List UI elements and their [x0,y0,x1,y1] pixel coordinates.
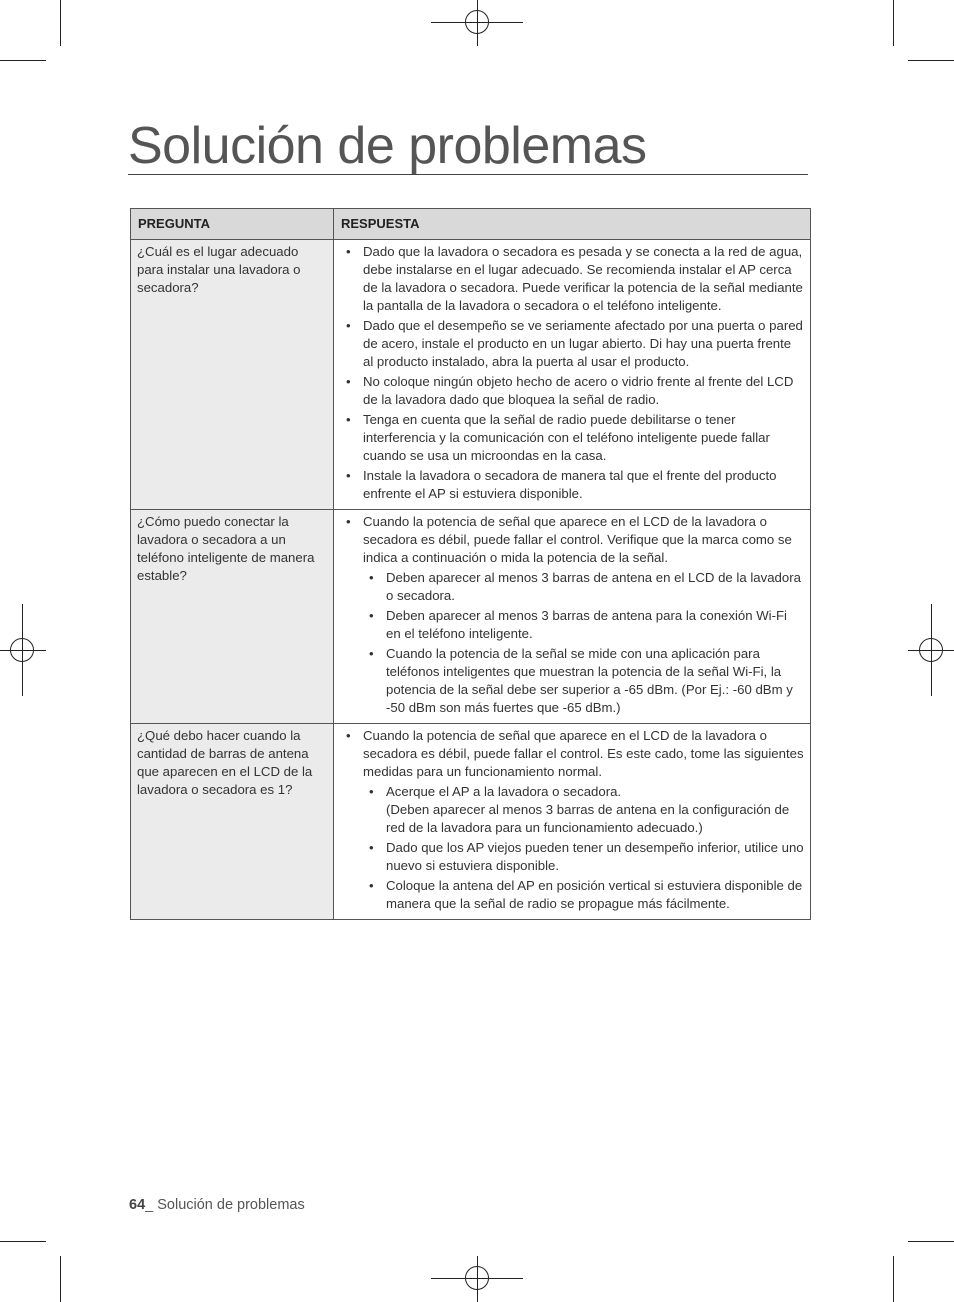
list-item: • No coloque ningún objeto hecho de acero o vidrio frente al frente del LCD de la lavadora dado que bloquea la señal de radio. [340,373,804,409]
crop-mark [0,1241,46,1242]
crop-mark [60,1256,61,1302]
crop-mark [908,60,954,61]
page-number: 64 [129,1197,146,1213]
column-header-question: PREGUNTA [131,209,334,240]
registration-circle-icon [10,638,34,662]
list-item [340,727,804,913]
sub-list-item [363,783,804,837]
footer-separator: _ [145,1197,158,1213]
crop-mark [908,1241,954,1242]
crop-mark [0,60,46,61]
registration-circle-icon [465,1266,489,1290]
crop-mark [60,0,61,46]
question-cell: ¿Cuál es el lugar adecuado para instalar una lavadora o secadora? [131,240,334,510]
registration-circle-icon [465,10,489,34]
list-item: • Instale la lavadora o secadora de manera tal que el frente del producto enfrente el AP si estuviera disponible. [340,467,804,503]
table-row [131,724,811,920]
answer-cell [334,240,811,510]
registration-circle-icon [919,638,943,662]
answer-list [340,243,804,503]
sub-list-item: • Coloque la antena del AP en posición vertical si estuviera disponible de manera que la señal de radio se propague más fácilmente. [363,877,804,913]
page-title-text: Solución de problemas [128,117,647,175]
list-item-text: Cuando la potencia de señal que aparece en el LCD de la lavadora o secadora es débil, puede fallar el control. Verifique que la marca como se indica a continuación o mida la potencia de la señal. [363,514,792,565]
table-header-row [131,209,811,240]
sub-answer-list [363,783,804,913]
sub-list-item: • Deben aparecer al menos 3 barras de antena en el LCD de la lavadora o secadora. [363,569,804,605]
answer-cell [334,510,811,724]
sub-list-item-note: (Deben aparecer al menos 3 barras de antena en la configuración de red de la lavadora para un funcionamiento adecuado.) [386,802,790,835]
sub-list-item: • Dado que los AP viejos pueden tener un desempeño inferior, utilice uno nuevo si estuviera disponible. [363,839,804,875]
crop-mark [893,1256,894,1302]
answer-list [340,513,804,717]
list-item [340,513,804,717]
sub-list-item: • Deben aparecer al menos 3 barras de antena para la conexión Wi-Fi en el teléfono inteligente. [363,607,804,643]
question-cell: ¿Cómo puedo conectar la lavadora o secadora a un teléfono inteligente de manera estable? [131,510,334,724]
footer-section-name: Solución de problemas [157,1197,305,1213]
list-item: • Dado que el desempeño se ve seriamente afectado por una puerta o pared de acero, instale el producto en un lugar abierto. Di hay una puerta frente al producto instalado, abra la puerta al usar el producto. [340,317,804,371]
sub-answer-list [363,569,804,717]
answer-list [340,727,804,913]
crop-mark [893,0,894,46]
sub-list-item: • Cuando la potencia de la señal se mide con una aplicación para teléfonos inteligentes que muestran la potencia de la señal Wi-Fi, la potencia de la señal debe ser superior a -65 dBm. (Por Ej.: -60 dBm y -50 dBm son más fuertes que -65 dBm.) [363,645,804,717]
list-item-text: Cuando la potencia de señal que aparece en el LCD de la lavadora o secadora es débil, puede fallar el control. Es este cado, tome las siguientes medidas para un funcionamiento normal. [363,728,804,779]
list-item: • Tenga en cuenta que la señal de radio puede debilitarse o tener interferencia y la comunicación con el teléfono inteligente puede fallar cuando se usa un microondas en la casa. [340,411,804,465]
question-cell: ¿Qué debo hacer cuando la cantidad de barras de antena que aparecen en el LCD de la lavadora o secadora es 1? [131,724,334,920]
page-footer [129,1197,305,1213]
table-row [131,240,811,510]
answer-cell [334,724,811,920]
table-row [131,510,811,724]
troubleshooting-table [130,208,811,920]
page-title [128,118,808,175]
sub-list-item-text: Acerque el AP a la lavadora o secadora. [386,784,622,799]
list-item: • Dado que la lavadora o secadora es pesada y se conecta a la red de agua, debe instalarse en el lugar adecuado. Se recomienda instalar el AP cerca de la lavadora o secadora. Puede verificar la potencia de la señal mediante la pantalla de la lavadora o secadora o el teléfono inteligente. [340,243,804,315]
column-header-answer: RESPUESTA [334,209,811,240]
